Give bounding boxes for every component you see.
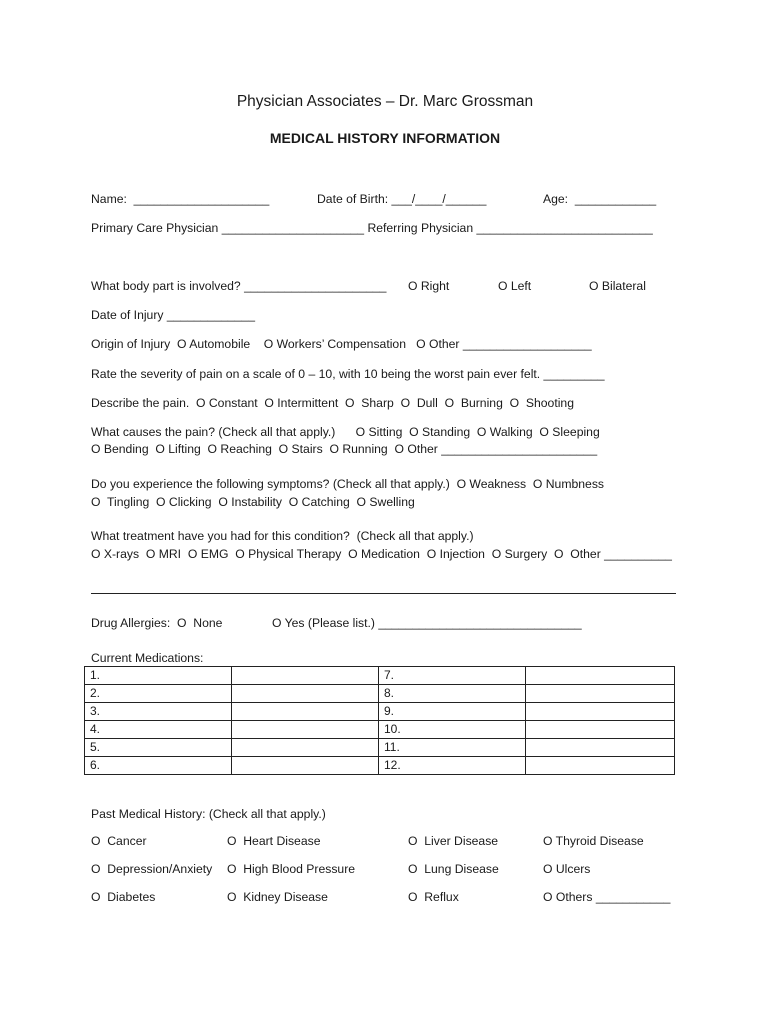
medication-entry-cell[interactable] bbox=[526, 739, 675, 757]
date-of-injury-field[interactable]: Date of Injury _____________ bbox=[91, 308, 255, 322]
medication-row bbox=[85, 757, 675, 775]
history-ulcers[interactable]: O Ulcers bbox=[543, 862, 591, 876]
medication-number: 1. bbox=[85, 667, 232, 685]
medication-entry-cell[interactable] bbox=[526, 667, 675, 685]
history-liver-disease[interactable]: O Liver Disease bbox=[408, 834, 499, 848]
medication-entry-cell[interactable] bbox=[232, 667, 379, 685]
history-heart-disease[interactable]: O Heart Disease bbox=[227, 834, 321, 848]
history-depression-anxiety[interactable]: O Depression/Anxiety bbox=[91, 862, 213, 876]
origin-of-injury-line[interactable]: Origin of Injury O Automobile O Workers’ Compensation O Other ___________________ bbox=[91, 337, 592, 351]
history-thyroid-disease[interactable]: O Thyroid Disease bbox=[543, 834, 644, 848]
physician-fields[interactable]: Primary Care Physician _____________________ Referring Physician __________________________ bbox=[91, 221, 653, 235]
age-field[interactable]: Age: ____________ bbox=[543, 192, 657, 206]
medication-row bbox=[85, 685, 675, 703]
medication-entry-cell[interactable] bbox=[232, 685, 379, 703]
medication-entry-cell[interactable] bbox=[526, 685, 675, 703]
medication-row bbox=[85, 703, 675, 721]
history-reflux[interactable]: O Reflux bbox=[408, 890, 459, 904]
pain-description-line[interactable]: Describe the pain. O Constant O Intermittent O Sharp O Dull O Burning O Shooting bbox=[91, 396, 574, 410]
medication-entry-cell[interactable] bbox=[232, 721, 379, 739]
treatment-notes-line[interactable] bbox=[91, 593, 676, 594]
pain-causes-line-1[interactable]: What causes the pain? (Check all that apply.) O Sitting O Standing O Walking O Sleeping bbox=[91, 425, 600, 439]
option-right[interactable]: O Right bbox=[408, 279, 450, 293]
pain-severity-line[interactable]: Rate the severity of pain on a scale of 0 – 10, with 10 being the worst pain ever felt. _________ bbox=[91, 367, 605, 381]
medication-number: 10. bbox=[379, 721, 526, 739]
option-left[interactable]: O Left bbox=[498, 279, 532, 293]
pain-causes-line-2[interactable]: O Bending O Lifting O Reaching O Stairs O Running O Other _______________________ bbox=[91, 442, 598, 456]
medication-entry-cell[interactable] bbox=[232, 739, 379, 757]
medication-row bbox=[85, 739, 675, 757]
treatment-line-2[interactable]: O X-rays O MRI O EMG O Physical Therapy O Medication O Injection O Surgery O Other __________ bbox=[91, 547, 672, 561]
medications-table bbox=[84, 666, 675, 775]
allergies-yes[interactable]: O Yes (Please list.) ______________________________ bbox=[272, 616, 582, 630]
medication-number: 2. bbox=[85, 685, 232, 703]
medication-entry-cell[interactable] bbox=[526, 703, 675, 721]
history-high-blood-pressure[interactable]: O High Blood Pressure bbox=[227, 862, 356, 876]
dob-field[interactable]: Date of Birth: ___/____/______ bbox=[317, 192, 487, 206]
medication-number: 8. bbox=[379, 685, 526, 703]
medication-entry-cell[interactable] bbox=[232, 703, 379, 721]
medication-entry-cell[interactable] bbox=[232, 757, 379, 775]
history-lung-disease[interactable]: O Lung Disease bbox=[408, 862, 499, 876]
medication-entry-cell[interactable] bbox=[526, 721, 675, 739]
medication-row bbox=[85, 667, 675, 685]
practice-name: Physician Associates – Dr. Marc Grossman bbox=[236, 93, 534, 110]
history-kidney-disease[interactable]: O Kidney Disease bbox=[227, 890, 328, 904]
medication-number: 4. bbox=[85, 721, 232, 739]
medication-row bbox=[85, 721, 675, 739]
medication-number: 11. bbox=[379, 739, 526, 757]
medication-number: 5. bbox=[85, 739, 232, 757]
name-field[interactable]: Name: ____________________ bbox=[91, 192, 270, 206]
history-others[interactable]: O Others ___________ bbox=[543, 890, 671, 904]
symptoms-line-1[interactable]: Do you experience the following symptoms? (Check all that apply.) O Weakness O Numbness bbox=[91, 477, 605, 491]
medication-number: 3. bbox=[85, 703, 232, 721]
medication-number: 12. bbox=[379, 757, 526, 775]
history-diabetes[interactable]: O Diabetes bbox=[91, 890, 156, 904]
symptoms-line-2[interactable]: O Tingling O Clicking O Instability O Catching O Swelling bbox=[91, 495, 415, 509]
allergies-none[interactable]: Drug Allergies: O None bbox=[91, 616, 223, 630]
option-bilateral[interactable]: O Bilateral bbox=[589, 279, 646, 293]
past-history-label: Past Medical History: (Check all that apply.) bbox=[91, 807, 326, 821]
medication-number: 9. bbox=[379, 703, 526, 721]
medication-number: 6. bbox=[85, 757, 232, 775]
medication-entry-cell[interactable] bbox=[526, 757, 675, 775]
body-part-field[interactable]: What body part is involved? _____________________ bbox=[91, 279, 387, 293]
medications-label: Current Medications: bbox=[91, 651, 204, 665]
treatment-line-1: What treatment have you had for this condition? (Check all that apply.) bbox=[91, 529, 474, 543]
history-cancer[interactable]: O Cancer bbox=[91, 834, 147, 848]
form-title: MEDICAL HISTORY INFORMATION bbox=[269, 130, 501, 146]
medication-number: 7. bbox=[379, 667, 526, 685]
